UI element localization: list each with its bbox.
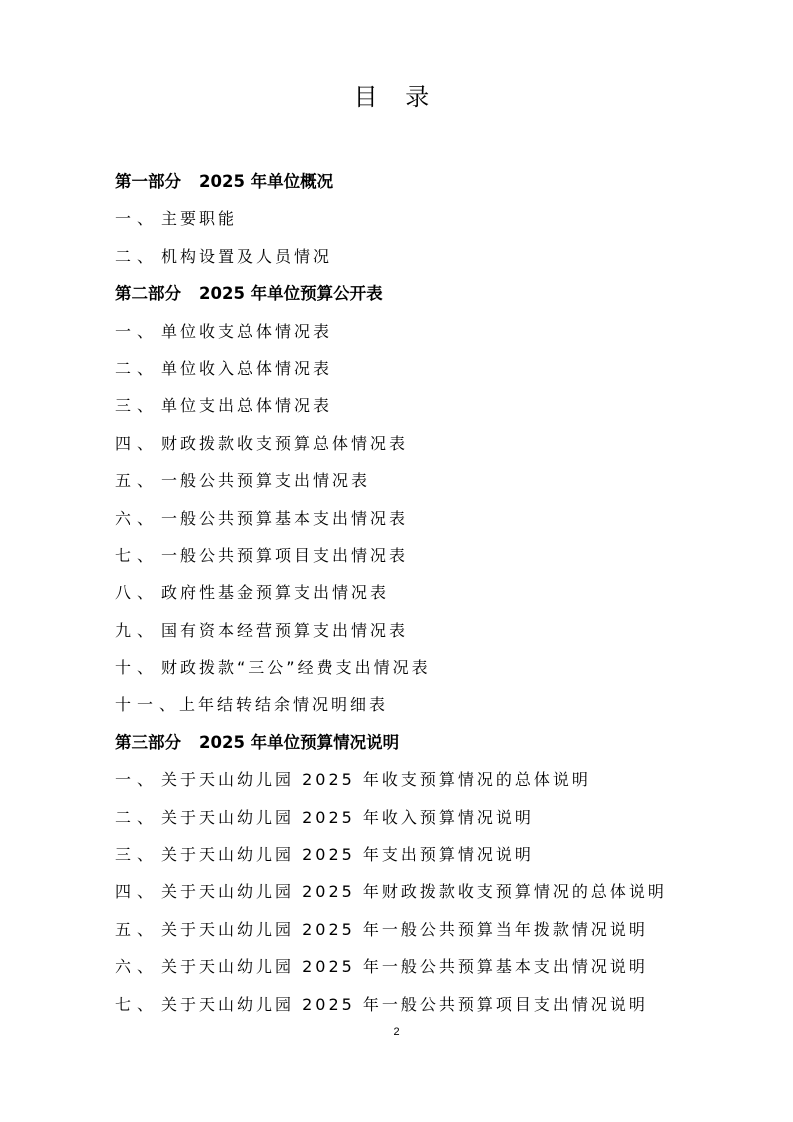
toc-entry[interactable] [115, 986, 755, 1023]
toc-entry-number: 四、 [115, 882, 160, 902]
toc-entry[interactable] [115, 799, 755, 836]
toc-entry-title: 单位收支总体情况表 [161, 321, 333, 341]
toc-entry-number: 一、 [115, 321, 160, 341]
toc-entry[interactable] [115, 313, 755, 350]
toc-entry-number: 一、 [115, 770, 160, 790]
toc-entry-number: 七、 [115, 545, 160, 565]
toc-entry[interactable] [115, 537, 755, 574]
toc-section-label: 第三部分 [115, 732, 181, 752]
toc-entry-title: 财政拨款“三公”经费支出情况表 [161, 658, 431, 678]
page-number: 2 [393, 1026, 400, 1038]
toc-section-heading[interactable] [115, 275, 755, 312]
table-of-contents [115, 163, 755, 1023]
toc-entry-number: 九、 [115, 620, 160, 640]
toc-entry-number: 八、 [115, 583, 160, 603]
toc-entry[interactable] [115, 686, 755, 723]
toc-entry-title: 关于天山幼儿园 2025 年一般公共预算基本支出情况说明 [161, 957, 648, 977]
toc-entry[interactable] [115, 200, 755, 237]
toc-entry-title: 关于天山幼儿园 2025 年一般公共预算当年拨款情况说明 [161, 919, 648, 939]
toc-entry-title: 单位收入总体情况表 [161, 358, 333, 378]
toc-entry-number: 四、 [115, 433, 160, 453]
toc-section-title: 2025 年单位预算公开表 [199, 284, 383, 304]
toc-entry-title: 一般公共预算支出情况表 [161, 471, 371, 491]
toc-entry[interactable] [115, 612, 755, 649]
toc-entry-number: 二、 [115, 358, 160, 378]
toc-entry-title: 关于天山幼儿园 2025 年一般公共预算项目支出情况说明 [161, 994, 648, 1014]
toc-section-heading[interactable] [115, 163, 755, 200]
toc-section-label: 第二部分 [115, 284, 181, 304]
toc-entry[interactable] [115, 649, 755, 686]
toc-section-title: 2025 年单位概况 [199, 172, 334, 191]
toc-entry-number: 一、 [115, 209, 160, 229]
toc-entry-title: 关于天山幼儿园 2025 年财政拨款收支预算情况的总体说明 [161, 882, 667, 902]
toc-entry[interactable] [115, 948, 755, 985]
toc-entry[interactable] [115, 500, 755, 537]
toc-entry-number: 二、 [115, 246, 160, 266]
toc-entry-title: 机构设置及人员情况 [161, 246, 333, 266]
toc-entry[interactable] [115, 873, 755, 910]
toc-entry-number: 二、 [115, 807, 160, 827]
toc-entry-title: 上年结转结余情况明细表 [179, 695, 389, 715]
toc-entry[interactable] [115, 836, 755, 873]
toc-entry[interactable] [115, 238, 755, 275]
toc-entry-number: 五、 [115, 471, 160, 491]
toc-entry-number: 三、 [115, 845, 160, 865]
toc-entry-title: 政府性基金预算支出情况表 [161, 583, 390, 603]
toc-entry[interactable] [115, 387, 755, 424]
toc-entry-number: 十、 [115, 658, 160, 678]
toc-entry-title: 国有资本经营预算支出情况表 [161, 620, 409, 640]
toc-entry-title: 主要职能 [161, 209, 238, 229]
toc-section-label: 第一部分 [115, 172, 181, 191]
toc-section-heading[interactable] [115, 724, 755, 761]
toc-entry-title: 财政拨款收支预算总体情况表 [161, 433, 409, 453]
toc-entry-number: 七、 [115, 994, 160, 1014]
toc-entry-number: 三、 [115, 396, 160, 416]
toc-entry-title: 关于天山幼儿园 2025 年支出预算情况说明 [161, 845, 534, 865]
toc-entry-number: 五、 [115, 919, 160, 939]
toc-entry[interactable] [115, 425, 755, 462]
toc-section-title: 2025 年单位预算情况说明 [199, 732, 400, 752]
toc-entry[interactable] [115, 574, 755, 611]
toc-entry[interactable] [115, 761, 755, 798]
page-title: 目 录 [353, 83, 440, 111]
toc-entry[interactable] [115, 462, 755, 499]
toc-entry-title: 一般公共预算项目支出情况表 [161, 545, 409, 565]
toc-entry[interactable] [115, 350, 755, 387]
toc-entry-number: 六、 [115, 957, 160, 977]
toc-entry-title: 一般公共预算基本支出情况表 [161, 508, 409, 528]
toc-entry-title: 单位支出总体情况表 [161, 396, 333, 416]
toc-entry-title: 关于天山幼儿园 2025 年收支预算情况的总体说明 [161, 770, 591, 790]
toc-entry[interactable] [115, 911, 755, 948]
toc-entry-number: 十一、 [115, 695, 182, 715]
toc-entry-title: 关于天山幼儿园 2025 年收入预算情况说明 [161, 807, 534, 827]
toc-entry-number: 六、 [115, 508, 160, 528]
